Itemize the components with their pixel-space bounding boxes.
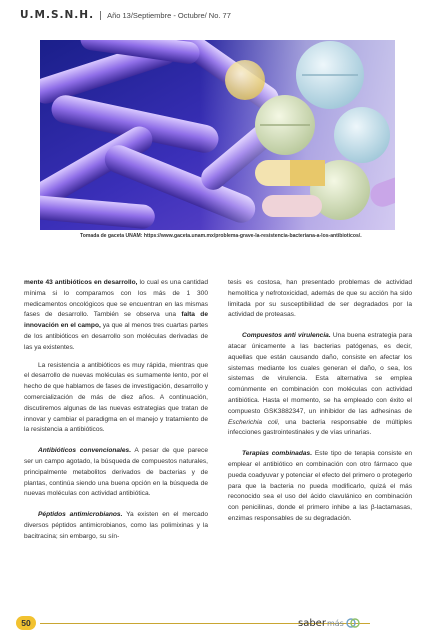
figure-caption: Tomada de gaceta UNAM: https://www.gaceta.unam.mx/problema-grave-la-resistencia-bacteriana-a-los-antibioticos/.	[80, 233, 362, 239]
journal-brand: U.M.S.N.H.	[20, 9, 95, 21]
section-heading: Péptidos antimicrobianos.	[38, 511, 123, 519]
bold-phrase: falta de innovación en el campo,	[24, 311, 208, 330]
bold-phrase: mente 43 antibióticos en desarrollo,	[24, 279, 138, 286]
page-number: 50	[16, 616, 36, 630]
hero-image	[40, 40, 395, 230]
page-header	[20, 6, 420, 24]
paragraph: La resistencia a antibióticos es muy rápida, mientras que el desarrollo de nuevas moléculas es sumamente lento, por el hecho de que hablamos de fases de investigación, desarrollo y comercialización de más de diez años. A continuación, discutiremos algunas de las nuevas estrategias que tratan de innovar y cambiar el paradigma en el manejo y tratamiento de la resistencia a antibióticos.	[24, 361, 209, 434]
paragraph: Compuestos anti virulencia. Una buena estrategia para atacar únicamente a las bacterias patógenas, es decir, aquellas que están causando daño, consiste en afectar los sistemas mediante los cuales generan el daño, o sea, los sistemas de virulencia. Esta alternativa se emplea comúnmente en combinación con moléculas con actividad antibiótica. Hasta el momento, se ha empleado con éxito el compuesto GSK3882347, un inhibidor de las adhesinas de Escherichia coli, una bacteria responsable de múltiples infecciones gastrointestinales y de vías urinarias.	[228, 332, 413, 437]
sabermas-logo: saber más	[298, 614, 360, 632]
text-column-right	[228, 278, 412, 532]
text-column-left	[24, 278, 208, 550]
species-name: Escherichia coli,	[228, 418, 280, 426]
paragraph: Antibióticos convencionales. A pesar de que parece ser un campo agotado, la búsqueda de compuestos naturales, principalmente metabolitos derivados de bacterias y de plantas, continúa siendo una buena opción en la búsqueda de nuevas moléculas con actividad antibiótica.	[24, 447, 208, 498]
section-heading: Compuestos anti virulencia.	[242, 332, 331, 340]
bacteria-and-pills-illustration	[40, 40, 395, 230]
logo-swirl-icon	[346, 616, 360, 630]
paragraph: Terapias combinadas. Este tipo de terapia consiste en emplear el antibiótico en combinación con otro fármaco que pueda coadyuvar y potenciar el efecto del primero o protegerlo para que la bacteria no pueda modificarlo, quizá el más reconocido sea el uso del ácido clavulánico en combinación con penicilinas, donde el primero inhibe a las β-lactamasas, enzimas responsables de su degradación.	[228, 450, 413, 522]
paragraph: tesis es costosa, han presentado problemas de actividad hemolítica y nefrotoxicidad, además de que su acción ha sido limitada por su susceptibilidad de ser degradados por la actividad de proteasas.	[228, 279, 412, 319]
page-footer	[0, 612, 436, 640]
section-heading: Antibióticos convencionales.	[38, 447, 132, 455]
paragraph: mente 43 antibióticos en desarrollo, lo cual es una cantidad mínima si lo comparamos con los más de 1 300 medicamentos oncológicos que se encuentran en las mismas fases de desarrollo. También se observa una falta de innovación en el campo, ya que al menos tres cuartas partes de los antibióticos en desarrollo son moléculas derivadas de las ya existentes.	[24, 279, 208, 351]
paragraph: Péptidos antimicrobianos. Ya existen en el mercado diversos péptidos antimicrobianos, como las polimixinas y la bacitracina; sin embargo, su sín-	[24, 511, 208, 540]
issue-info: Año 13/Septiembre - Octubre/ No. 77	[100, 11, 231, 20]
section-heading: Terapias combinadas.	[242, 450, 313, 458]
